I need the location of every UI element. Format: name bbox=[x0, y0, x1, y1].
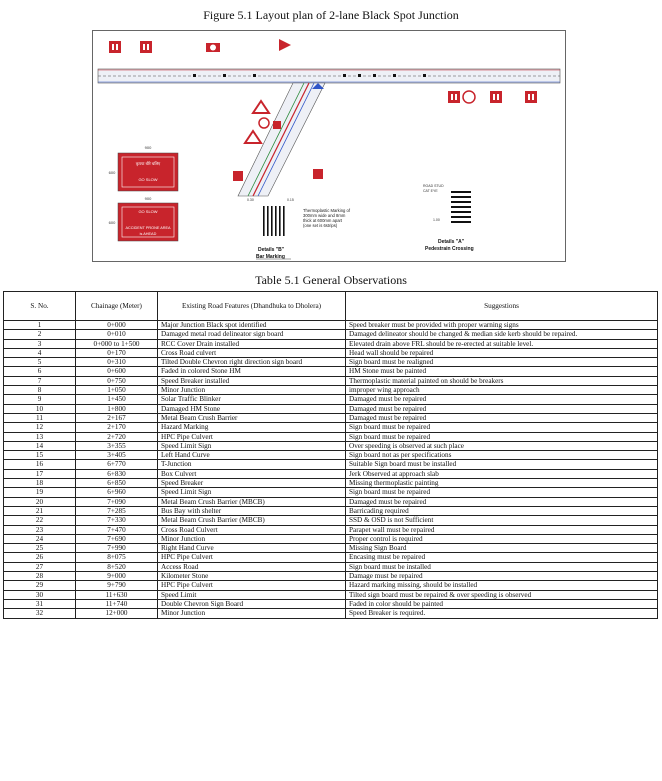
table-row bbox=[4, 451, 658, 460]
cell-sno: 20 bbox=[4, 497, 76, 506]
table-row bbox=[4, 553, 658, 562]
cell-sno: 5 bbox=[4, 358, 76, 367]
cell-chainage: 8+075 bbox=[76, 553, 158, 562]
table-row bbox=[4, 581, 658, 590]
cell-feature: Metal Beam Crush Barrier (MBCB) bbox=[158, 516, 346, 525]
cell-feature: Kilometer Stone bbox=[158, 572, 346, 581]
cell-suggestion: Proper control is required bbox=[346, 534, 658, 543]
cell-suggestion: Sign board must be repaired bbox=[346, 488, 658, 497]
bar-marking-label: Bar Marking bbox=[256, 254, 285, 260]
dim-900-top: 900 bbox=[144, 145, 152, 150]
table-row bbox=[4, 544, 658, 553]
cell-chainage: 2+720 bbox=[76, 432, 158, 441]
cell-sno: 31 bbox=[4, 599, 76, 608]
cell-feature: Major Junction Black spot identified bbox=[158, 321, 346, 330]
cell-suggestion: Tilted sign board must be repaired & over speeding is observed bbox=[346, 590, 658, 599]
cell-sno: 10 bbox=[4, 404, 76, 413]
cell-chainage: 6+960 bbox=[76, 488, 158, 497]
cell-chainage: 2+167 bbox=[76, 413, 158, 422]
cell-suggestion: Jerk Observed at approach slab bbox=[346, 469, 658, 478]
cell-chainage: 7+690 bbox=[76, 534, 158, 543]
header-sno: S. No. bbox=[4, 292, 76, 321]
dim-600-bottom: 600 bbox=[108, 220, 116, 225]
header-chainage: Chainage (Meter) bbox=[76, 292, 158, 321]
table-row bbox=[4, 460, 658, 469]
sign-header-text: कृपया धीरे चलिए bbox=[135, 161, 161, 166]
cell-chainage: 9+000 bbox=[76, 572, 158, 581]
table-row bbox=[4, 497, 658, 506]
cell-chainage: 8+520 bbox=[76, 562, 158, 571]
cell-sno: 21 bbox=[4, 506, 76, 515]
cell-chainage: 12+000 bbox=[76, 609, 158, 618]
cell-suggestion: Suitable Sign board must be installed bbox=[346, 460, 658, 469]
table-row bbox=[4, 404, 658, 413]
cell-sno: 3 bbox=[4, 339, 76, 348]
table-row bbox=[4, 516, 658, 525]
thermo-note-2: 300mm wide and 8mm bbox=[303, 213, 346, 218]
cell-chainage: 7+990 bbox=[76, 544, 158, 553]
cell-chainage: 7+090 bbox=[76, 497, 158, 506]
cell-sno: 30 bbox=[4, 590, 76, 599]
cell-feature: Bus Bay with shelter bbox=[158, 506, 346, 515]
cell-feature: Minor Junction bbox=[158, 386, 346, 395]
figure-title: Figure 5.1 Layout plan of 2-lane Black Spot Junction bbox=[203, 8, 459, 22]
cell-chainage: 1+050 bbox=[76, 386, 158, 395]
cell-suggestion: Sign board must be repaired bbox=[346, 432, 658, 441]
cell-chainage: 6+830 bbox=[76, 469, 158, 478]
cell-chainage: 2+170 bbox=[76, 423, 158, 432]
cell-suggestion: Speed Breaker is required. bbox=[346, 609, 658, 618]
cell-sno: 27 bbox=[4, 562, 76, 571]
cell-sno: 2 bbox=[4, 330, 76, 339]
thermo-note-1: Thermoplastic Marking of bbox=[303, 208, 351, 213]
cell-chainage: 7+330 bbox=[76, 516, 158, 525]
cell-sno: 7 bbox=[4, 376, 76, 385]
cell-feature: HPC Pipe Culvert bbox=[158, 581, 346, 590]
cell-sno: 32 bbox=[4, 609, 76, 618]
cell-chainage: 3+355 bbox=[76, 441, 158, 450]
cell-chainage: 0+600 bbox=[76, 367, 158, 376]
table-row bbox=[4, 330, 658, 339]
table-row bbox=[4, 525, 658, 534]
cell-suggestion: Sign board must be installed bbox=[346, 562, 658, 571]
cell-suggestion: Damaged must be repaired bbox=[346, 497, 658, 506]
cell-sno: 9 bbox=[4, 395, 76, 404]
cell-suggestion: Damaged must be repaired bbox=[346, 404, 658, 413]
cell-sno: 28 bbox=[4, 572, 76, 581]
pedestrian-crossing-detail bbox=[423, 184, 474, 252]
cell-sno: 19 bbox=[4, 488, 76, 497]
cell-feature: Left Hand Curve bbox=[158, 451, 346, 460]
cell-sno: 12 bbox=[4, 423, 76, 432]
cell-suggestion: Damaged must be repaired bbox=[346, 395, 658, 404]
cell-chainage: 11+740 bbox=[76, 599, 158, 608]
cell-feature: Double Chevron Sign Board bbox=[158, 599, 346, 608]
thermo-note-4: (one set is 6strips) bbox=[303, 223, 338, 228]
cell-sno: 16 bbox=[4, 460, 76, 469]
cell-chainage: 7+285 bbox=[76, 506, 158, 515]
table-row bbox=[4, 367, 658, 376]
table-row bbox=[4, 413, 658, 422]
cell-suggestion: Encasing must be repaired bbox=[346, 553, 658, 562]
cell-chainage: 6+770 bbox=[76, 460, 158, 469]
cell-suggestion: improper wing approach bbox=[346, 386, 658, 395]
table-row bbox=[4, 395, 658, 404]
cell-feature: Faded in colored Stone HM bbox=[158, 367, 346, 376]
cell-sno: 18 bbox=[4, 479, 76, 488]
cell-feature: Damaged HM Stone bbox=[158, 404, 346, 413]
table-row bbox=[4, 479, 658, 488]
table-row bbox=[4, 423, 658, 432]
table-row bbox=[4, 572, 658, 581]
cell-sno: 23 bbox=[4, 525, 76, 534]
cell-chainage: 3+405 bbox=[76, 451, 158, 460]
table-row bbox=[4, 348, 658, 357]
table-row bbox=[4, 339, 658, 348]
cell-suggestion: Over speeding is observed at such place bbox=[346, 441, 658, 450]
cell-suggestion: Hazard marking missing, should be installed bbox=[346, 581, 658, 590]
cell-suggestion: Missing Sign Board bbox=[346, 544, 658, 553]
cell-suggestion: Damage must be repaired bbox=[346, 572, 658, 581]
detail-b-label: Details "B" bbox=[258, 247, 285, 253]
bar-marking-detail bbox=[247, 198, 351, 260]
cell-chainage: 0+000 bbox=[76, 321, 158, 330]
cell-suggestion: Barricading required bbox=[346, 506, 658, 515]
layout-plan-svg bbox=[93, 31, 565, 261]
cell-feature: Cross Road Culvert bbox=[158, 525, 346, 534]
cell-feature: Hazard Marking bbox=[158, 423, 346, 432]
dim-600-top: 600 bbox=[108, 170, 116, 175]
cell-suggestion: Speed breaker must be provided with proper warning signs bbox=[346, 321, 658, 330]
table-row bbox=[4, 599, 658, 608]
cell-feature: Speed Breaker installed bbox=[158, 376, 346, 385]
cell-suggestion: Sign board must be realigned bbox=[346, 358, 658, 367]
cell-feature: HPC Pipe Culvert bbox=[158, 553, 346, 562]
cell-sno: 14 bbox=[4, 441, 76, 450]
cell-chainage: 0+750 bbox=[76, 376, 158, 385]
cell-feature: Metal Beam Crush Barrier bbox=[158, 413, 346, 422]
cell-chainage: 7+470 bbox=[76, 525, 158, 534]
cell-feature: Speed Breaker bbox=[158, 479, 346, 488]
cell-feature: Cross Road culvert bbox=[158, 348, 346, 357]
cell-feature: Tilted Double Chevron right direction sign board bbox=[158, 358, 346, 367]
table-row bbox=[4, 441, 658, 450]
general-observations-table bbox=[3, 291, 658, 619]
cell-sno: 13 bbox=[4, 432, 76, 441]
table-title: Table 5.1 General Observations bbox=[255, 273, 407, 287]
table-row bbox=[4, 386, 658, 395]
cell-chainage: 9+790 bbox=[76, 581, 158, 590]
cell-sno: 8 bbox=[4, 386, 76, 395]
cell-chainage: 1+800 bbox=[76, 404, 158, 413]
cell-suggestion: Thermoplastic material painted on should be breakers bbox=[346, 376, 658, 385]
cell-suggestion: Missing thermoplastic painting bbox=[346, 479, 658, 488]
cell-feature: Minor Junction bbox=[158, 534, 346, 543]
table-row bbox=[4, 488, 658, 497]
cell-chainage: 6+850 bbox=[76, 479, 158, 488]
cell-feature: Minor Junction bbox=[158, 609, 346, 618]
cell-feature: Access Road bbox=[158, 562, 346, 571]
cell-chainage: 0+010 bbox=[76, 330, 158, 339]
cell-feature: Damaged metal road delineator sign board bbox=[158, 330, 346, 339]
table-row bbox=[4, 562, 658, 571]
header-features: Existing Road Features (Dhandhuka to Dholera) bbox=[158, 292, 346, 321]
cell-suggestion: Damaged delineator should be changed & median side kerb should be repaired. bbox=[346, 330, 658, 339]
go-slow-text: GO SLOW bbox=[138, 209, 158, 214]
cell-sno: 25 bbox=[4, 544, 76, 553]
cell-sno: 26 bbox=[4, 553, 76, 562]
cat-eye-label: CAT EYE bbox=[423, 189, 438, 193]
cell-feature: T-Junction bbox=[158, 460, 346, 469]
cell-feature: Speed Limit bbox=[158, 590, 346, 599]
thermo-note-3: thick at 600mm apart bbox=[303, 218, 343, 223]
layout-plan-drawing bbox=[92, 30, 566, 262]
cell-chainage: 0+170 bbox=[76, 348, 158, 357]
cell-sno: 6 bbox=[4, 367, 76, 376]
road-stud-label: ROAD STUD bbox=[423, 184, 444, 188]
cell-feature: Solar Traffic Blinker bbox=[158, 395, 346, 404]
cell-sno: 29 bbox=[4, 581, 76, 590]
cell-suggestion: Parapet wall must be repaired bbox=[346, 525, 658, 534]
table-row bbox=[4, 469, 658, 478]
accident-prone-text: ACCIDENT PRONE AREA bbox=[125, 226, 171, 230]
cell-feature: Speed Limit Sign bbox=[158, 441, 346, 450]
sign-board-go-slow bbox=[109, 145, 178, 191]
pedestrian-label: Pedestrain Crossing bbox=[425, 246, 474, 252]
cell-suggestion: Sign board not as per specifications bbox=[346, 451, 658, 460]
detail-a-label: Details "A" bbox=[438, 239, 465, 245]
cell-suggestion: SSD & OSD is not Sufficient bbox=[346, 516, 658, 525]
cell-sno: 11 bbox=[4, 413, 76, 422]
cell-suggestion: Head wall should be repaired bbox=[346, 348, 658, 357]
cell-feature: Speed Limit Sign bbox=[158, 488, 346, 497]
cell-feature: Right Hand Curve bbox=[158, 544, 346, 553]
cell-suggestion: Damaged must be repaired bbox=[346, 413, 658, 422]
table-row bbox=[4, 590, 658, 599]
cell-suggestion: Sign board must be repaired bbox=[346, 423, 658, 432]
cell-chainage: 0+000 to 1+500 bbox=[76, 339, 158, 348]
cell-sno: 4 bbox=[4, 348, 76, 357]
cell-feature: Metal Beam Crush Barrier (MBCB) bbox=[158, 497, 346, 506]
cell-feature: RCC Cover Drain installed bbox=[158, 339, 346, 348]
table-row bbox=[4, 506, 658, 515]
table-row bbox=[4, 376, 658, 385]
cell-sno: 17 bbox=[4, 469, 76, 478]
cell-suggestion: HM Stone must be painted bbox=[346, 367, 658, 376]
header-suggestions: Suggestions bbox=[346, 292, 658, 321]
dim-900-bottom: 900 bbox=[144, 196, 152, 201]
cell-chainage: 11+630 bbox=[76, 590, 158, 599]
width-030: 0.30 bbox=[247, 198, 254, 202]
cell-feature: HPC Pipe Culvert bbox=[158, 432, 346, 441]
cell-suggestion: Elevated drain above FRL should be re-erected at suitable level. bbox=[346, 339, 658, 348]
table-row bbox=[4, 358, 658, 367]
cell-feature: Box Culvert bbox=[158, 469, 346, 478]
cell-suggestion: Faded in color should be painted bbox=[346, 599, 658, 608]
sign-board-accident-prone bbox=[109, 196, 178, 241]
table-row bbox=[4, 609, 658, 618]
width-015: 0.15 bbox=[287, 198, 294, 202]
table-header-row bbox=[4, 292, 658, 321]
dim-100-label: 1.00 bbox=[433, 218, 440, 222]
table-row bbox=[4, 321, 658, 330]
go-slow-small-text: GO SLOW bbox=[138, 177, 158, 182]
cell-sno: 22 bbox=[4, 516, 76, 525]
table-row bbox=[4, 432, 658, 441]
is-ahead-text: is AHEAD bbox=[139, 232, 157, 236]
cell-sno: 15 bbox=[4, 451, 76, 460]
table-row bbox=[4, 534, 658, 543]
cell-chainage: 0+310 bbox=[76, 358, 158, 367]
cell-chainage: 1+450 bbox=[76, 395, 158, 404]
cell-sno: 24 bbox=[4, 534, 76, 543]
cell-sno: 1 bbox=[4, 321, 76, 330]
